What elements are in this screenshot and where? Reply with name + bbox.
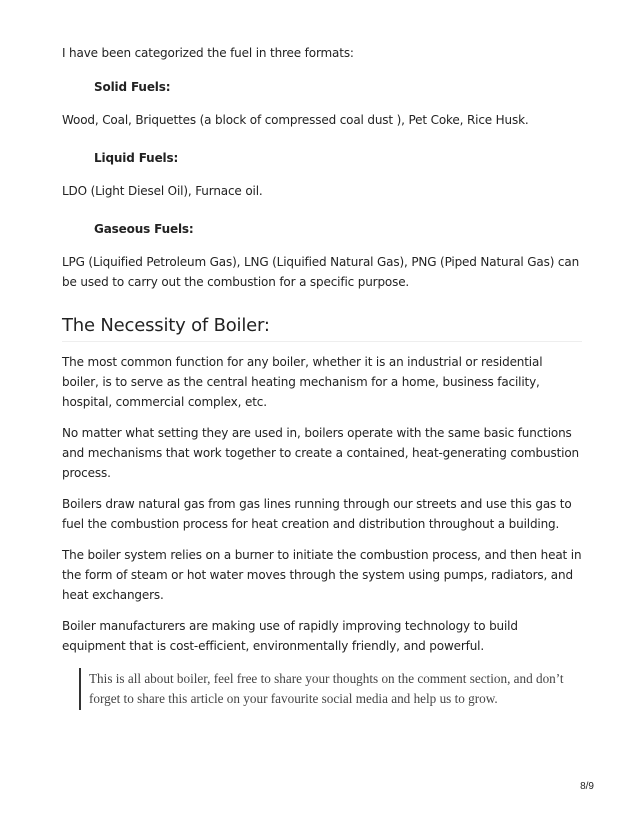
gaseous-fuels-heading: Gaseous Fuels: xyxy=(94,222,194,236)
section-heading: The Necessity of Boiler: xyxy=(62,313,582,342)
section-paragraph: Boilers draw natural gas from gas lines running through our streets and use this gas to fuel the combustion process for heat creation and distribution throughout a building. xyxy=(62,497,572,531)
section-paragraph: Boiler manufacturers are making use of rapidly improving technology to build equipment that is cost-efficient, environmentally friendly, and powerful. xyxy=(62,619,518,653)
section-paragraph: The boiler system relies on a burner to initiate the combustion process, and then heat in the form of steam or hot water moves through the system using pumps, radiators, and heat exchangers. xyxy=(62,548,582,602)
article-body xyxy=(62,30,582,710)
section-paragraph: No matter what setting they are used in, boilers operate with the same basic functions and mechanisms that work together to create a contained, heat-generating combustion process. xyxy=(62,426,579,480)
solid-fuels-text: Wood, Coal, Briquettes (a block of compressed coal dust ), Pet Coke, Rice Husk. xyxy=(62,113,529,127)
closing-blockquote: This is all about boiler, feel free to share your thoughts on the comment section, and don’t forget to share this article on your favourite social media and help us to grow. xyxy=(79,668,582,710)
gaseous-fuels-text: LPG (Liquified Petroleum Gas), LNG (Liquified Natural Gas), PNG (Piped Natural Gas) can be used to carry out the combustion for a specific purpose. xyxy=(62,255,580,289)
page-number: 8/9 xyxy=(580,781,594,792)
section-paragraph: The most common function for any boiler, whether it is an industrial or residential boiler, is to serve as the central heating mechanism for a home, business facility, hospital, commercial complex, etc. xyxy=(62,355,543,409)
liquid-fuels-text: LDO (Light Diesel Oil), Furnace oil. xyxy=(62,184,263,198)
intro-paragraph: I have been categorized the fuel in three formats: xyxy=(62,46,354,60)
solid-fuels-heading: Solid Fuels: xyxy=(94,80,171,94)
liquid-fuels-heading: Liquid Fuels: xyxy=(94,151,179,165)
